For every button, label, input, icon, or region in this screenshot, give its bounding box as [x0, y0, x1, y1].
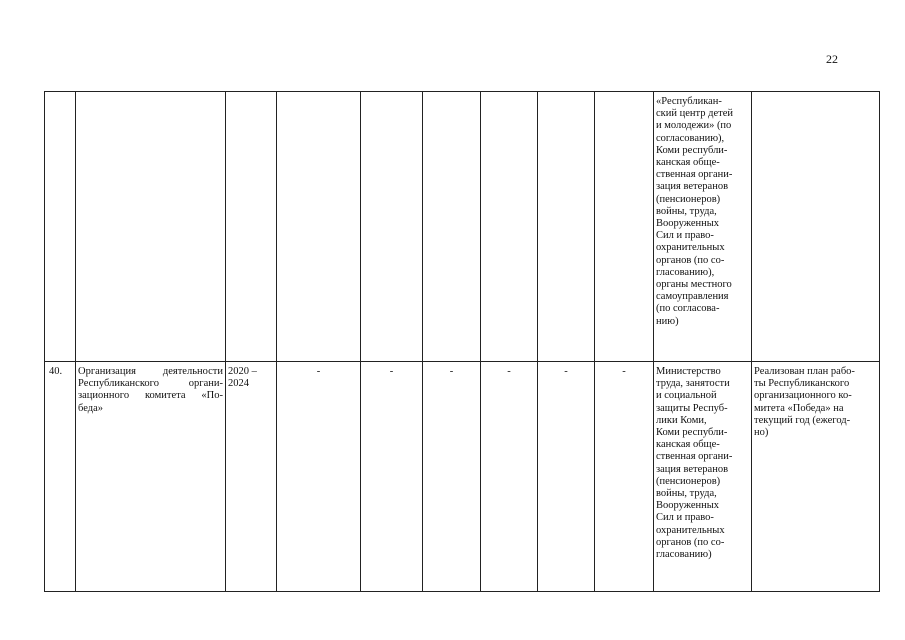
cell-value: - — [361, 362, 423, 592]
title-line: Республиканского органи- — [78, 378, 223, 390]
cell-value — [481, 92, 538, 362]
cell-value — [361, 92, 423, 362]
title-line: зационного комитета «По- — [78, 390, 223, 402]
cell-number — [45, 92, 76, 362]
cell-value — [423, 92, 481, 362]
page-number: 22 — [826, 52, 838, 66]
cell-value — [595, 92, 654, 362]
cell-result: Реализован план рабо- ты Республиканского организационного ко- митета «Победа» на текущий год (ежегод- но) — [752, 362, 880, 592]
cell-value: - — [423, 362, 481, 592]
cell-value — [538, 92, 595, 362]
cell-period: 2020 – 2024 — [226, 362, 277, 592]
cell-title — [76, 92, 226, 362]
cell-title — [76, 362, 226, 592]
table-row — [45, 92, 880, 362]
cell-executors: Министерство труда, занятости и социальной защиты Респуб- лики Коми, Коми республи- канская обще- ственная органи- зация ветеранов (пенсионеров) войны, труда, Вооруженных Сил и право- охранительных органов (по со- гласованию) — [654, 362, 752, 592]
cell-value: - — [595, 362, 654, 592]
cell-number: 40. — [45, 362, 76, 592]
cell-value — [277, 92, 361, 362]
cell-value: - — [277, 362, 361, 592]
cell-value: - — [481, 362, 538, 592]
table-row — [45, 362, 880, 592]
cell-executors: «Республикан- ский центр детей и молодежи» (по согласованию), Коми республи- канская обще- ственная органи- зация ветеранов (пенсионеров) войны, труда, Вооруженных Сил и право- охранительных органов (по со- гласованию), органы местного самоуправления (по согласова- нию) — [654, 92, 752, 362]
title-line: беда» — [78, 402, 103, 414]
cell-period — [226, 92, 277, 362]
document-table — [44, 91, 880, 592]
cell-value: - — [538, 362, 595, 592]
cell-result — [752, 92, 880, 362]
title-line: Организация деятельности — [78, 366, 223, 377]
